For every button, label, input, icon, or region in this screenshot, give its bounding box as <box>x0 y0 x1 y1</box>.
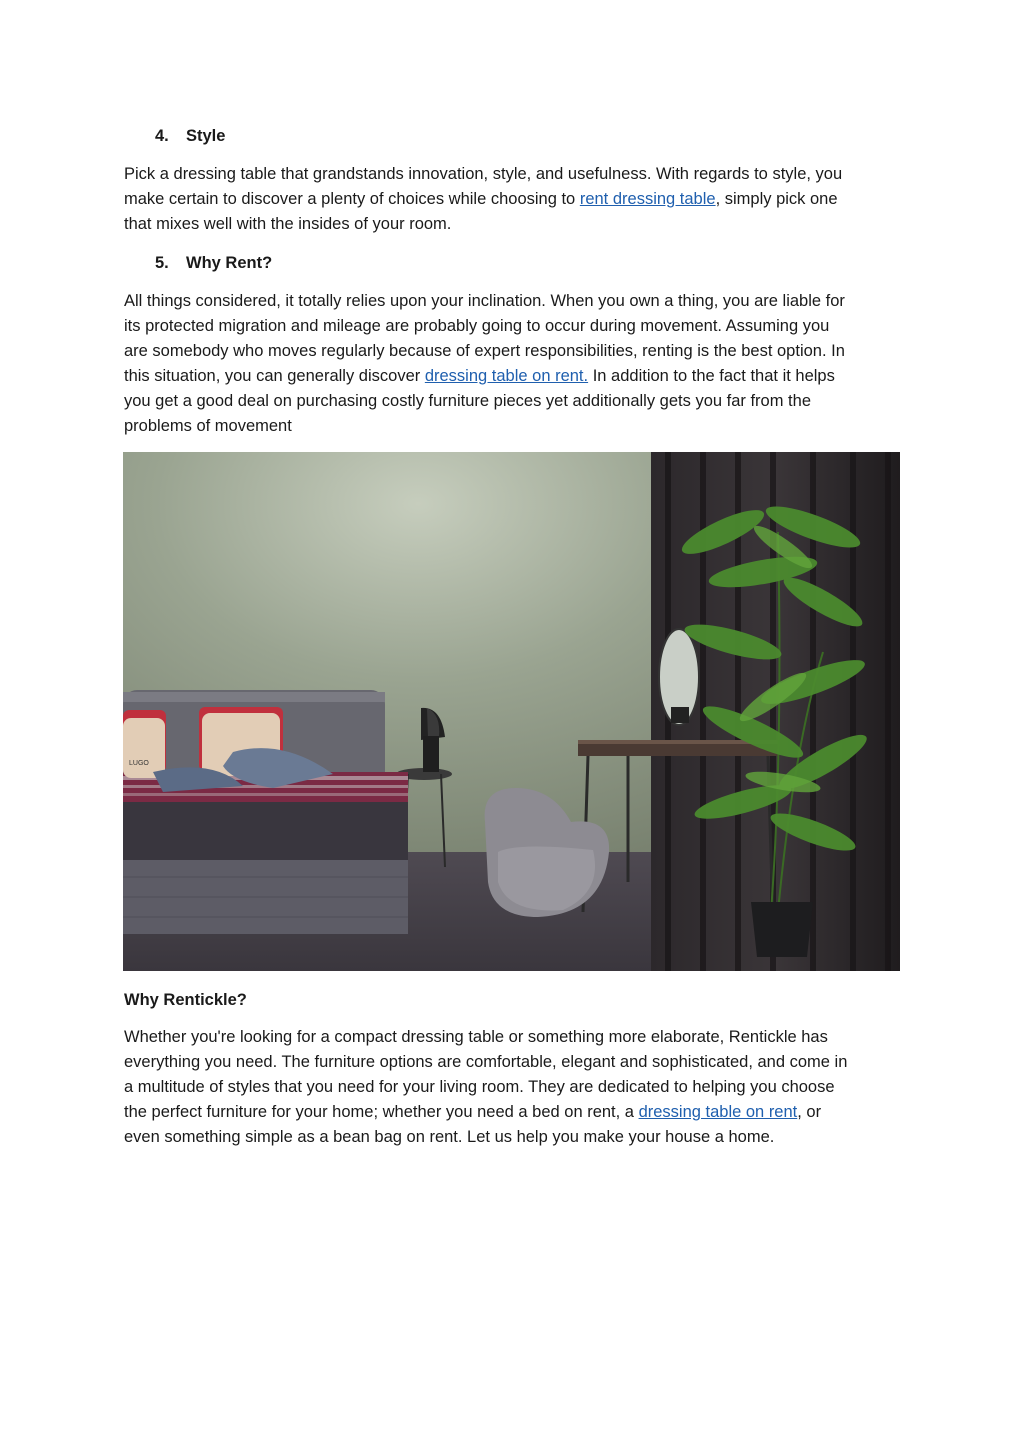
text-run: make certain to discover a plenty of choices while choosing to <box>124 190 580 208</box>
text-run: problems of movement <box>124 417 292 435</box>
text-run: Whether you're looking for a compact dressing table or something more elaborate, Rentickle has <box>124 1028 828 1046</box>
why-rent-paragraph <box>124 289 914 439</box>
text-run: Pick a dressing table that grandstands innovation, style, and usefulness. With regards to style, you <box>124 165 843 183</box>
paragraph-line <box>124 1100 914 1125</box>
text-run: , or <box>797 1103 822 1121</box>
text-run: everything you need. The furniture options are comfortable, elegant and sophisticated, and come in <box>124 1053 848 1071</box>
paragraph-line <box>124 289 914 314</box>
style-paragraph <box>124 162 914 237</box>
plant-pot <box>751 902 813 957</box>
inline-link[interactable]: rent dressing table <box>579 190 716 208</box>
inline-link[interactable]: dressing table on rent <box>638 1103 798 1121</box>
section-number: 5. <box>155 254 169 272</box>
paragraph-line <box>124 1050 914 1075</box>
pillow-label: LUGO <box>129 760 149 767</box>
paragraph-line <box>124 364 914 389</box>
paragraph-line <box>124 212 914 237</box>
section-heading-style <box>155 126 225 146</box>
text-run: even something simple as a bean bag on rent. Let us help you make your house a home. <box>124 1128 775 1146</box>
text-run: the perfect furniture for your home; whether you need a bed on rent, a <box>124 1103 639 1121</box>
text-run: its protected migration and mileage are probably going to occur during movement. Assuming you <box>124 317 830 335</box>
section-title: Why Rent? <box>186 254 273 272</box>
rentickle-paragraph <box>124 1025 914 1150</box>
section-heading-why-rent <box>155 253 272 273</box>
paragraph-line <box>124 162 914 187</box>
text-run: All things considered, it totally relies upon your inclination. When you own a thing, you are liable for <box>124 292 845 310</box>
bedroom-photo <box>123 452 900 971</box>
text-run: this situation, you can generally discover <box>124 367 425 385</box>
text-run: In addition to the fact that it helps <box>588 367 835 385</box>
paragraph-line <box>124 389 914 414</box>
text-run: you get a good deal on purchasing costly furniture pieces yet additionally gets you far from the <box>124 392 811 410</box>
section-number: 4. <box>155 127 169 145</box>
text-run: are somebody who moves regularly because of expert responsibilities, renting is the best option. In <box>124 342 845 360</box>
paragraph-line <box>124 1075 914 1100</box>
rentickle-heading: Why Rentickle? <box>124 991 247 1009</box>
paragraph-line <box>124 1025 914 1050</box>
section-title: Style <box>186 127 226 145</box>
text-run: , simply pick one <box>715 190 838 208</box>
paragraph-line <box>124 414 914 439</box>
text-run: a multitude of styles that you need for your living room. They are dedicated to helping you choose <box>124 1078 835 1096</box>
paragraph-line <box>124 1125 914 1150</box>
paragraph-line <box>124 339 914 364</box>
paragraph-line <box>124 314 914 339</box>
inline-link[interactable]: dressing table on rent. <box>424 367 589 385</box>
paragraph-line <box>124 187 914 212</box>
text-run: that mixes well with the insides of your room. <box>124 215 452 233</box>
